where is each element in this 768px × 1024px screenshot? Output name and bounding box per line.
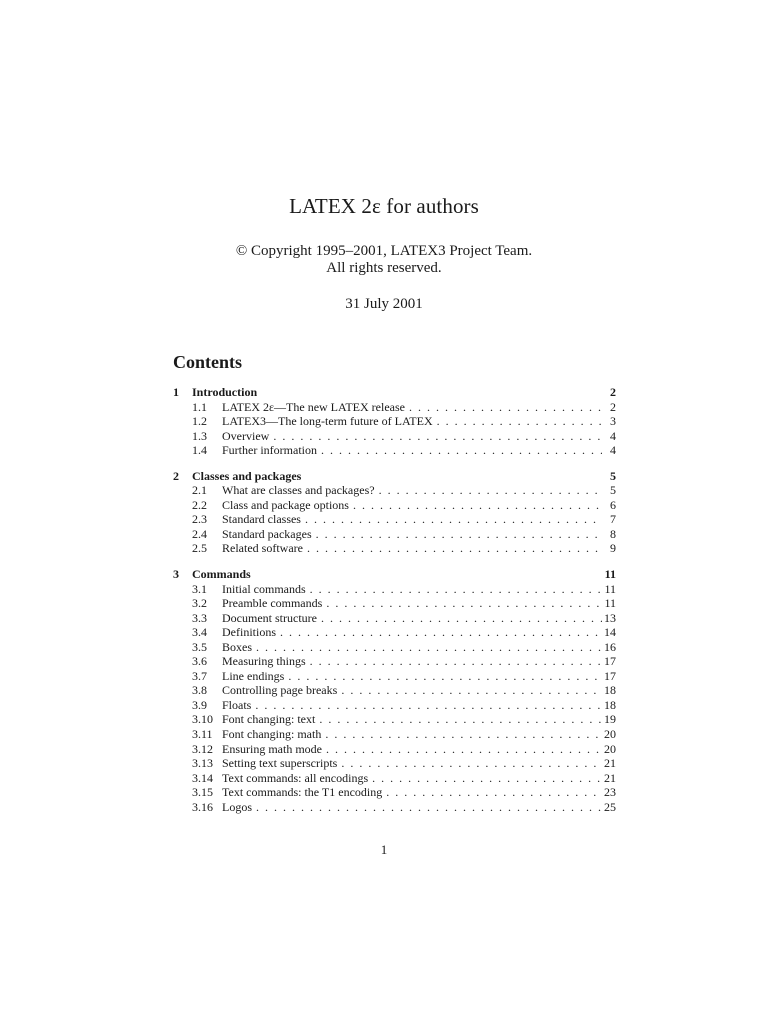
toc-page-number: 20 — [604, 727, 616, 742]
toc-subsection-title: Font changing: text — [222, 712, 316, 727]
toc-section-number: 2 — [173, 468, 179, 483]
toc-section-number: 1 — [173, 385, 179, 399]
dot-leader — [379, 483, 602, 498]
toc-section-title: Commands — [192, 567, 251, 582]
dot-leader — [325, 727, 602, 742]
dot-leader — [280, 625, 602, 640]
toc-subsection-title: Standard packages — [222, 526, 312, 541]
toc-subsection-entry[interactable] — [173, 611, 616, 626]
toc-subsection-title: Ensuring math mode — [222, 741, 322, 756]
toc-subsection-number: 3.6 — [192, 654, 207, 669]
toc-subsection-entry[interactable] — [173, 596, 616, 611]
toc-page-number: 18 — [604, 697, 616, 712]
dot-leader — [288, 669, 602, 684]
dot-leader — [321, 443, 602, 458]
toc-subsection-entry[interactable] — [173, 800, 616, 815]
dot-leader — [305, 512, 602, 527]
toc-subsection-title: Controlling page breaks — [222, 683, 338, 698]
dot-leader — [437, 414, 602, 429]
toc-subsection-number: 3.4 — [192, 625, 207, 640]
dot-leader — [326, 596, 602, 611]
toc-subsection-number: 2.4 — [192, 526, 207, 541]
toc-page-number: 16 — [604, 639, 616, 654]
dot-leader — [409, 400, 602, 415]
toc-subsection-number: 1.3 — [192, 428, 207, 443]
table-of-contents — [173, 385, 616, 825]
toc-subsection-entry[interactable] — [173, 429, 616, 444]
toc-section-entry[interactable] — [173, 469, 616, 484]
rights-line: All rights reserved. — [326, 260, 442, 276]
copyright-line: © Copyright 1995–2001, LATEX3 Project Team. — [235, 243, 533, 259]
toc-subsection-entry[interactable] — [173, 727, 616, 742]
toc-subsection-number: 3.8 — [192, 683, 207, 698]
dot-leader — [353, 498, 602, 513]
dot-leader — [310, 654, 602, 669]
toc-subsection-number: 3.2 — [192, 596, 207, 611]
dot-leader — [273, 429, 602, 444]
toc-page-number: 14 — [604, 625, 616, 640]
toc-page-number: 7 — [610, 512, 616, 527]
toc-subsection-title: What are classes and packages? — [222, 483, 375, 498]
toc-page-number: 2 — [610, 385, 616, 399]
toc-subsection-number: 2.2 — [192, 497, 207, 512]
toc-section-entry[interactable] — [173, 385, 616, 400]
toc-subsection-number: 3.13 — [192, 756, 213, 771]
toc-page-number: 3 — [610, 414, 616, 429]
toc-subsection-number: 2.1 — [192, 483, 207, 498]
toc-subsection-entry[interactable] — [173, 483, 616, 498]
dot-leader — [341, 683, 602, 698]
toc-subsection-title: LATEX3—The long-term future of LATEX — [222, 414, 433, 429]
dot-leader — [386, 785, 602, 800]
dot-leader — [256, 800, 602, 815]
toc-subsection-number: 1.1 — [192, 399, 207, 414]
toc-section-entry[interactable] — [173, 567, 616, 582]
dot-leader — [310, 582, 602, 597]
toc-page-number: 11 — [604, 596, 616, 611]
toc-subsection-title: Text commands: the T1 encoding — [222, 785, 383, 800]
toc-subsection-title: Standard classes — [222, 512, 301, 527]
dot-leader — [307, 541, 602, 556]
toc-subsection-entry[interactable] — [173, 640, 616, 655]
toc-subsection-title: Line endings — [222, 668, 285, 683]
dot-leader — [255, 698, 602, 713]
toc-page-number: 11 — [604, 567, 616, 582]
toc-subsection-title: Font changing: math — [222, 727, 322, 742]
toc-subsection-title: Further information — [222, 443, 317, 458]
toc-subsection-number: 3.11 — [192, 727, 213, 742]
toc-subsection-number: 3.10 — [192, 712, 213, 727]
toc-subsection-entry[interactable] — [173, 625, 616, 640]
toc-subsection-title: Initial commands — [222, 581, 306, 596]
toc-page-number: 17 — [604, 668, 616, 683]
toc-subsection-entry[interactable] — [173, 498, 616, 513]
toc-page-number: 6 — [610, 497, 616, 512]
toc-subsection-number: 3.14 — [192, 770, 213, 785]
dot-leader — [326, 742, 602, 757]
dot-leader — [372, 771, 602, 786]
dot-leader — [341, 756, 602, 771]
toc-subsection-number: 3.16 — [192, 799, 213, 814]
toc-page-number: 17 — [604, 654, 616, 669]
toc-page-number: 25 — [604, 799, 616, 814]
toc-section-title: Classes and packages — [192, 468, 302, 483]
toc-subsection-number: 3.7 — [192, 668, 207, 683]
toc-subsection-title: Related software — [222, 541, 303, 556]
toc-page-number: 18 — [604, 683, 616, 698]
toc-subsection-number: 3.3 — [192, 610, 207, 625]
toc-section — [173, 567, 616, 814]
toc-subsection-entry[interactable] — [173, 512, 616, 527]
toc-page-number: 8 — [610, 526, 616, 541]
page-number: 1 — [380, 842, 388, 857]
document-title: LATEX 2ε for authors — [289, 194, 479, 218]
toc-subsection-entry[interactable] — [173, 756, 616, 771]
toc-subsection-entry[interactable] — [173, 654, 616, 669]
toc-subsection-title: Preamble commands — [222, 596, 323, 611]
toc-page-number: 4 — [610, 428, 616, 443]
toc-page-number: 5 — [610, 468, 616, 483]
toc-page-number: 23 — [604, 785, 616, 800]
toc-subsection-number: 1.4 — [192, 443, 207, 458]
toc-subsection-number: 3.12 — [192, 741, 213, 756]
toc-subsection-entry[interactable] — [173, 669, 616, 684]
toc-subsection-number: 3.9 — [192, 697, 207, 712]
toc-page-number: 21 — [604, 756, 616, 771]
toc-subsection-number: 3.15 — [192, 785, 213, 800]
dot-leader — [316, 527, 602, 542]
dot-leader — [321, 611, 602, 626]
toc-page-number: 20 — [604, 741, 616, 756]
toc-page-number: 9 — [610, 541, 616, 556]
toc-subsection-title: Measuring things — [222, 654, 306, 669]
copyright-notice — [0, 243, 768, 277]
toc-subsection-entry[interactable] — [173, 527, 616, 542]
toc-subsection-title: Text commands: all encodings — [222, 770, 369, 785]
toc-subsection-title: LATEX 2ε—The new LATEX release — [222, 399, 405, 414]
toc-subsection-entry[interactable] — [173, 414, 616, 429]
toc-subsection-number: 3.5 — [192, 639, 207, 654]
toc-page-number: 21 — [604, 770, 616, 785]
toc-section — [173, 469, 616, 556]
toc-subsection-title: Definitions — [222, 625, 276, 640]
toc-subsection-title: Document structure — [222, 610, 317, 625]
toc-subsection-title: Setting text superscripts — [222, 756, 338, 771]
toc-subsection-entry[interactable] — [173, 771, 616, 786]
toc-subsection-entry[interactable] — [173, 582, 616, 597]
toc-subsection-entry[interactable] — [173, 785, 616, 800]
toc-subsection-title: Boxes — [222, 639, 252, 654]
toc-subsection-title: Class and package options — [222, 497, 349, 512]
toc-subsection-number: 2.3 — [192, 512, 207, 527]
toc-subsection-title: Logos — [222, 799, 252, 814]
toc-page-number: 11 — [604, 581, 616, 596]
toc-subsection-entry[interactable] — [173, 742, 616, 757]
toc-subsection-entry[interactable] — [173, 698, 616, 713]
toc-subsection-title: Floats — [222, 697, 252, 712]
toc-page-number: 19 — [604, 712, 616, 727]
toc-page-number: 2 — [610, 399, 616, 414]
toc-subsection-number: 2.5 — [192, 541, 207, 556]
toc-page-number: 13 — [604, 610, 616, 625]
dot-leader — [319, 712, 602, 727]
document-date: 31 July 2001 — [345, 296, 423, 312]
toc-subsection-number: 3.1 — [192, 581, 207, 596]
dot-leader — [256, 640, 602, 655]
toc-subsection-entry[interactable] — [173, 443, 616, 458]
toc-subsection-entry[interactable] — [173, 541, 616, 556]
toc-page-number: 4 — [610, 443, 616, 458]
toc-subsection-number: 1.2 — [192, 414, 207, 429]
toc-subsection-entry[interactable] — [173, 712, 616, 727]
toc-section-number: 3 — [173, 567, 179, 582]
toc-page-number: 5 — [610, 483, 616, 498]
toc-subsection-title: Overview — [222, 428, 270, 443]
toc-subsection-entry[interactable] — [173, 683, 616, 698]
toc-section-title: Introduction — [192, 385, 258, 399]
contents-heading: Contents — [173, 352, 243, 372]
toc-section — [173, 385, 616, 458]
toc-subsection-entry[interactable] — [173, 400, 616, 415]
